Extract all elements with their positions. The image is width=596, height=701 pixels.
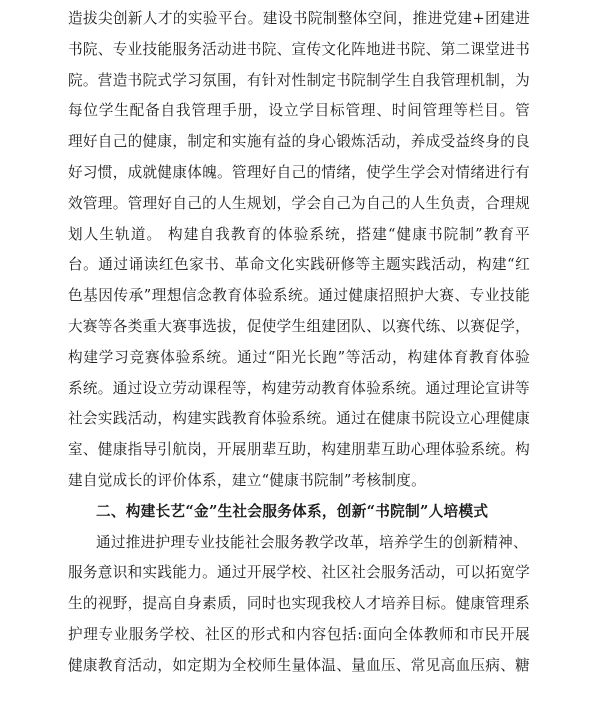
paragraph-line: 通过推进护理专业技能社会服务教学改革，培养学生的创新精神、 [96,533,528,551]
paragraph-line: 室、健康指导引航岗，开展朋辈互助，构建朋辈互助心理体验系统。构 [68,441,530,459]
paragraph-line: 划人生轨道。 构建自我教育的体验系统，搭建“健康书院制”教育平 [68,225,530,243]
paragraph-line: 大赛等各类重大赛事选拔，促使学生组建团队、以赛代练、以赛促学， [68,317,530,335]
paragraph-line: 建自觉成长的评价体系，建立“健康书院制”考核制度。 [68,471,427,489]
paragraph-line: 造拔尖创新人才的实验平台。建设书院制整体空间，推进党建+团建进 [68,10,530,27]
document-body [68,4,530,682]
paragraph-line: 理好自己的健康，制定和实施有益的身心锻炼活动，养成受益终身的良 [68,133,530,151]
paragraph-line: 社会实践活动，构建实践教育体验系统。通过在健康书院设立心理健康 [68,410,530,428]
paragraph-line: 色基因传承”理想信念教育体验系统。通过健康招照护大赛、专业技能 [68,287,530,305]
paragraph-line: 书院、专业技能服务活动进书院、宣传文化阵地进书院、第二课堂进书 [68,40,530,58]
paragraph-line: 台。通过诵读红色家书、革命文化实践研修等主题实践活动，构建“红 [68,256,530,274]
paragraph-line: 好习惯，成就健康体魄。管理好自己的情绪，使学生学会对情绪进行有 [68,163,530,181]
paragraph-line: 健康教育活动，如定期为全校师生量体温、量血压、常见高血压病、糖 [68,656,530,674]
paragraph-line: 系统。通过设立劳动课程等，构建劳动教育体验系统。通过理论宣讲等 [68,379,530,397]
paragraph-line: 院。营造书院式学习氛围，有针对性制定书院制学生自我管理机制，为 [68,71,530,89]
section-heading: 二、构建长艺“金”生社会服务体系，创新“书院制”人培模式 [96,502,489,520]
paragraph-line: 护理专业服务学校、社区的形式和内容包括:面向全体教师和市民开展 [68,625,530,643]
paragraph-line: 每位学生配备自我管理手册，设立学目标管理、时间管理等栏目。管 [68,102,530,120]
paragraph-line: 生的视野，提高自身素质，同时也实现我校人才培养目标。健康管理系 [68,595,530,613]
paragraph-line: 效管理。管理好自己的人生规划，学会自己为自己的人生负责，合理规 [68,194,530,212]
paragraph-line: 服务意识和实践能力。通过开展学校、社区社会服务活动，可以拓宽学 [68,564,530,582]
paragraph-line: 构建学习竞赛体验系统。通过“阳光长跑”等活动，构建体育教育体验 [68,348,530,366]
